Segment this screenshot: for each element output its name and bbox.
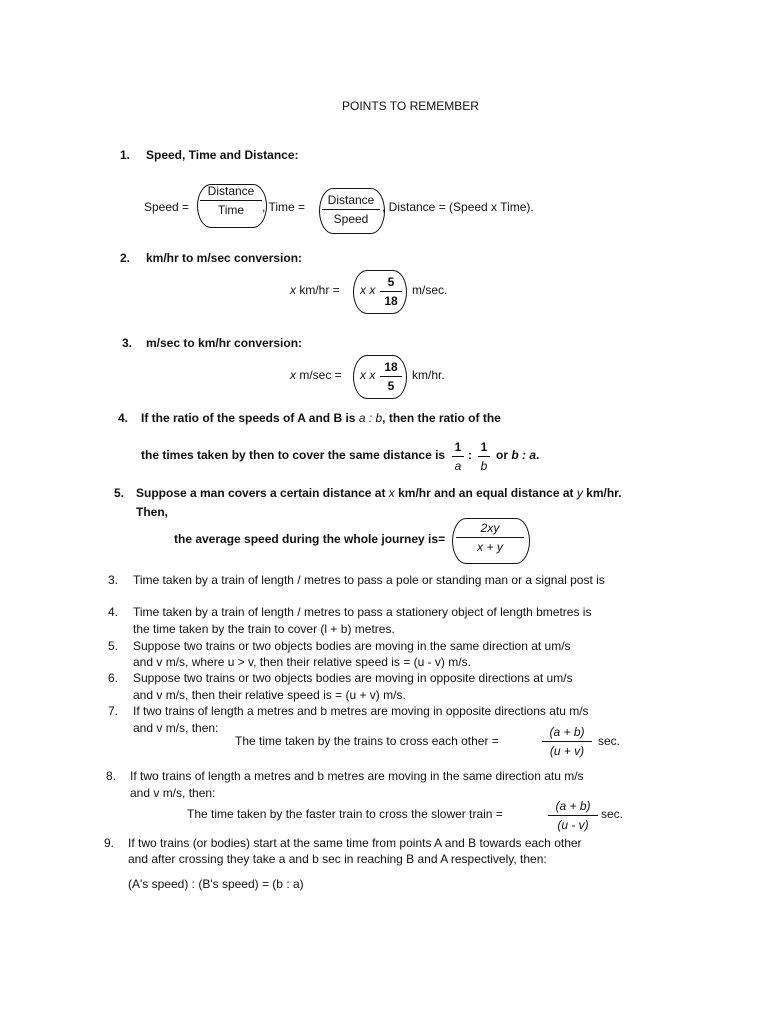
list-item-text: and v m/s, then:: [130, 786, 216, 800]
list-item-text: Suppose two trains or two objects bodies are moving in opposite directions at um/s: [133, 671, 573, 685]
section-heading: m/sec to km/hr conversion:: [146, 336, 303, 350]
fraction-2xy: [456, 521, 524, 554]
denominator: (u + v): [549, 744, 585, 758]
numerator: Distance: [207, 184, 255, 198]
list-item-number: 5.: [108, 639, 119, 653]
section-line: Then,: [136, 505, 168, 519]
section-heading: Speed, Time and Distance:: [146, 148, 299, 162]
list-item-text: and v m/s, then their relative speed is = (u + v) m/s.: [133, 688, 406, 702]
list-item-number: 9.: [104, 836, 115, 850]
fraction-distance-speed: [322, 193, 380, 226]
unit: sec.: [598, 734, 621, 748]
fraction-18-5: [380, 360, 402, 393]
list-item-number: 7.: [108, 704, 119, 718]
list-item-text: Suppose two trains or two objects bodies are moving in the same direction at um/s: [133, 639, 571, 653]
section-heading: km/hr to m/sec conversion:: [146, 251, 303, 265]
list-item-text: and v m/s, where u > v, then their relative speed is = (u - v) m/s.: [133, 655, 471, 669]
fraction-bar: [380, 291, 402, 292]
formula-text: The time taken by the trains to cross each other =: [235, 734, 499, 748]
list-item-number: 6.: [108, 671, 119, 685]
inner-x: x x: [360, 283, 376, 297]
ratio: b : a: [511, 448, 537, 462]
section-line: the average speed during the whole journey is=: [174, 532, 446, 546]
numerator: 1: [454, 440, 462, 454]
list-item-text: and after crossing they take a and b sec in reaching B and A respectively, then:: [128, 852, 547, 866]
list-item-number: 3.: [108, 573, 119, 587]
denominator: Speed: [333, 212, 369, 226]
fraction-bar: [542, 741, 592, 742]
list-item-number: 4.: [108, 605, 119, 619]
numerator: 1: [480, 440, 488, 454]
list-item-text: and v m/s, then:: [133, 721, 219, 735]
colon: :: [468, 448, 472, 462]
variable-y: y: [576, 486, 583, 500]
lhs-text: m/sec =: [296, 368, 342, 382]
section-line: [136, 486, 622, 500]
numerator: 18: [384, 360, 398, 374]
numerator: Distance: [327, 193, 375, 207]
section-number: 5.: [114, 486, 125, 500]
fraction-ab-uv: [542, 725, 592, 758]
section-number: 3.: [122, 336, 133, 350]
section-line: the times taken by then to cover the same distance is: [141, 448, 446, 462]
denominator: (u - v): [557, 818, 589, 832]
list-item-number: 8.: [106, 769, 117, 783]
distance-formula: , Distance = (Speed x Time).: [382, 200, 534, 214]
list-item-text: If two trains (or bodies) start at the same time from points A and B towards each other: [128, 836, 582, 850]
text: or: [496, 448, 512, 462]
section-number: 4.: [118, 411, 129, 425]
fraction-1-b: [478, 440, 490, 473]
fraction-bar: [456, 537, 524, 538]
formula-lhs: [290, 368, 342, 382]
section-line: [141, 411, 501, 425]
list-item-text: Time taken by a train of length / metres to pass a pole or standing man or a signal post is: [133, 573, 605, 587]
list-item-text: the time taken by the train to cover (l + b) metres.: [133, 622, 395, 636]
fraction-ab-uv: [548, 799, 598, 832]
numerator: (a + b): [549, 725, 585, 739]
speed-lhs: Speed =: [144, 200, 190, 214]
denominator: 18: [384, 294, 398, 308]
list-item-text: Time taken by a train of length / metres to pass a stationery object of length bmetres is: [133, 605, 592, 619]
unit: km/hr.: [412, 368, 445, 382]
text: If the ratio of the speeds of A and B is: [141, 411, 359, 425]
denominator: Time: [217, 203, 245, 217]
text: Suppose a man covers a certain distance at: [136, 486, 389, 500]
denominator: 5: [387, 379, 395, 393]
variable-x: x: [388, 486, 395, 500]
fraction-bar: [548, 815, 598, 816]
inner-x: x x: [360, 368, 376, 382]
fraction-5-18: [380, 275, 402, 308]
list-item-text: If two trains of length a metres and b metres are moving in opposite directions atu m/s: [133, 704, 589, 718]
text: km/hr.: [582, 486, 622, 500]
period: .: [536, 448, 540, 462]
formula-lhs: [290, 283, 340, 297]
section-number: 1.: [120, 148, 131, 162]
or-text: [496, 448, 539, 462]
denominator: b: [480, 459, 488, 473]
list-item-text: (A's speed) : (B's speed) = (b : a): [128, 877, 304, 891]
fraction-bar: [200, 200, 262, 201]
variable-x: x: [290, 283, 296, 297]
ratio: a : b: [358, 411, 383, 425]
unit: sec.: [601, 807, 624, 821]
text: , then the ratio of the: [382, 411, 501, 425]
numerator: (a + b): [555, 799, 591, 813]
list-item-text: If two trains of length a metres and b metres are moving in the same direction atu m/s: [130, 769, 584, 783]
fraction-bar: [478, 456, 490, 457]
denominator: x + y: [477, 540, 503, 554]
formula-text: The time taken by the faster train to cross the slower train =: [187, 807, 503, 821]
numerator: 2xy: [480, 521, 500, 535]
numerator: 5: [387, 275, 395, 289]
page-title: POINTS TO REMEMBER: [342, 99, 479, 113]
fraction-bar: [452, 456, 464, 457]
section-number: 2.: [120, 251, 131, 265]
fraction-distance-time: [200, 184, 262, 217]
fraction-bar: [380, 376, 402, 377]
unit: m/sec.: [412, 283, 448, 297]
text: km/hr and an equal distance at: [394, 486, 577, 500]
fraction-1-a: [452, 440, 464, 473]
time-lhs: , Time =: [262, 200, 306, 214]
lhs-text: km/hr =: [296, 283, 340, 297]
variable-x: x: [290, 368, 296, 382]
denominator: a: [454, 459, 462, 473]
fraction-bar: [322, 209, 380, 210]
